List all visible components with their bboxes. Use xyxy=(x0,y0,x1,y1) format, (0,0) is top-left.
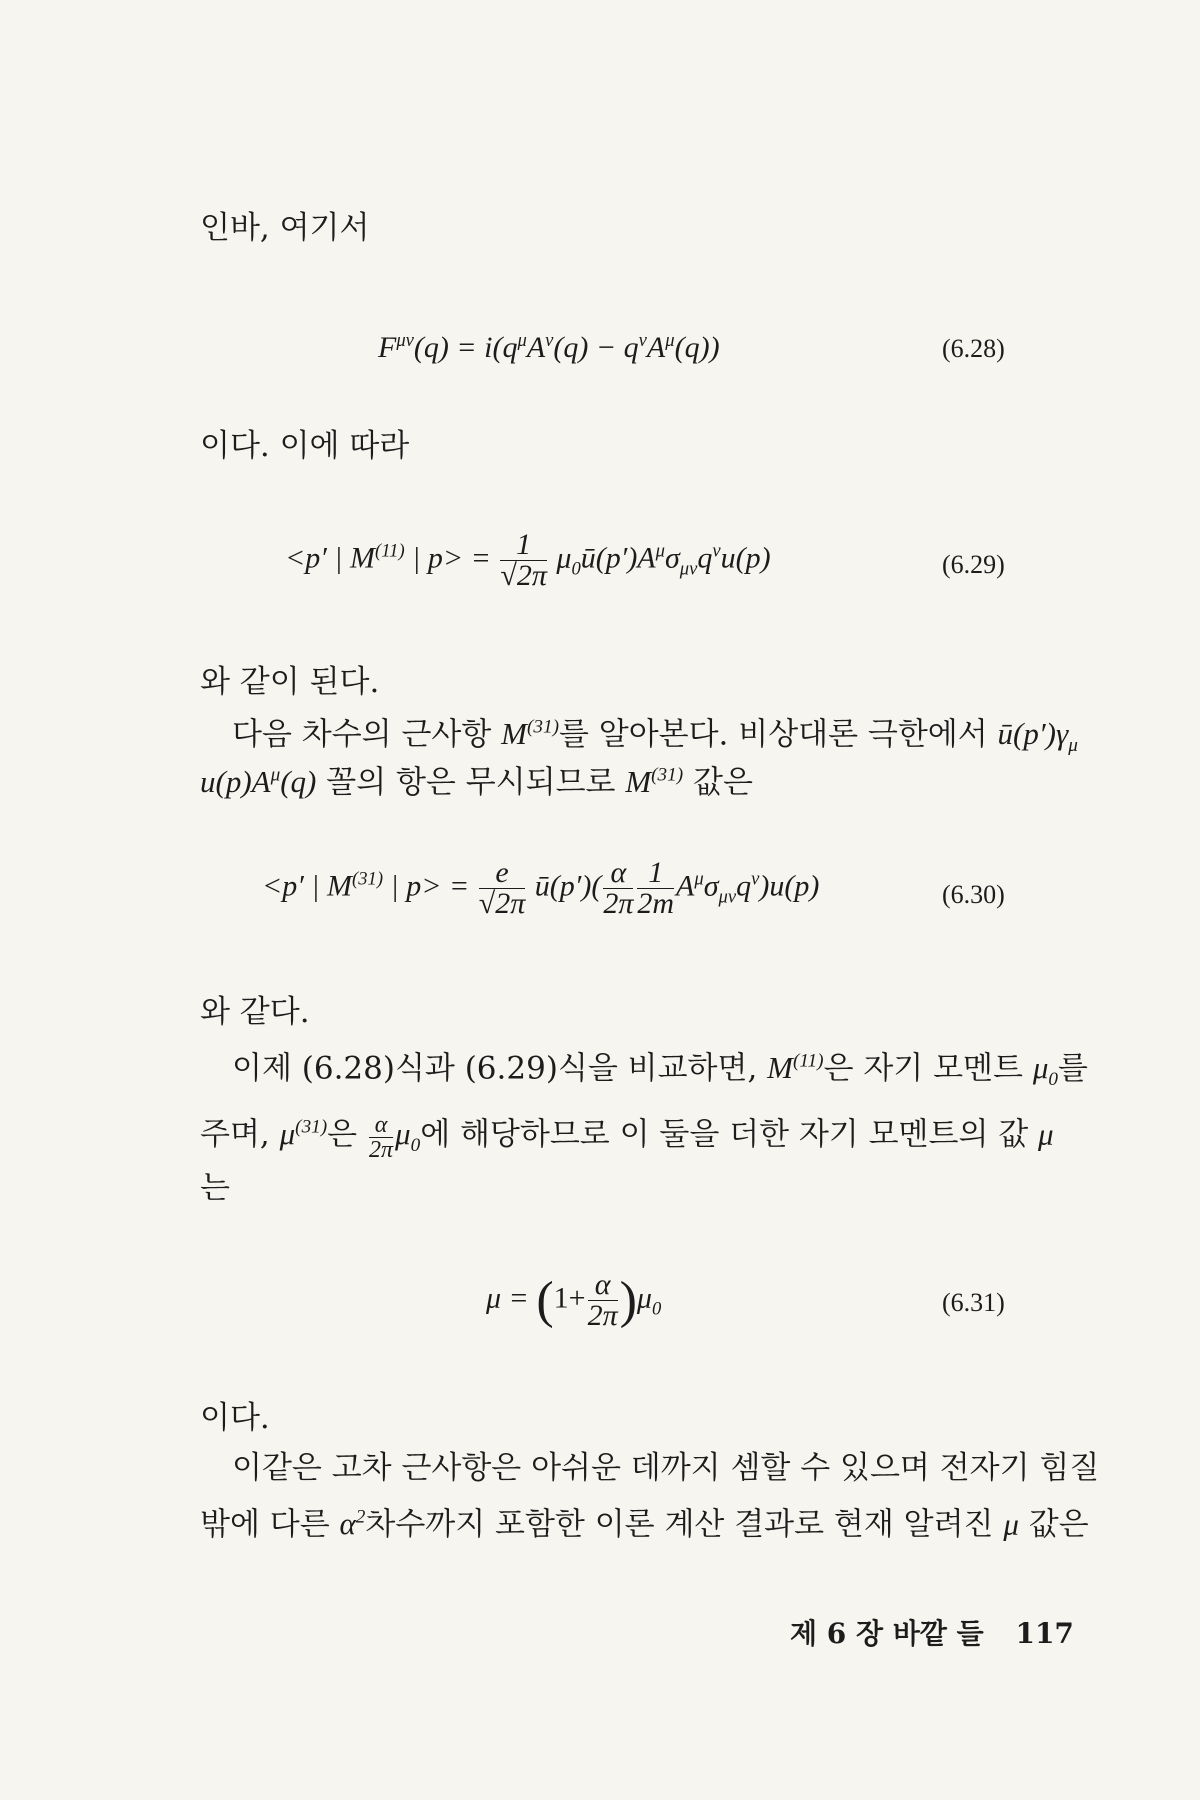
chapter-title: 제 6 장 바깥 들 xyxy=(790,1617,984,1650)
equation-body: <p′ | $M^{(11)}$ | p> = $\frac{1}{√2\pi}$ $\mu_0ū(p')A^\mu\sigma_{\mu\nu}q^\nu u(p)$ xyxy=(285,528,771,592)
text-line: $u(p)A^\mu(q)$ 꼴의 항은 무시되므로 $M^{(31)}$ 값은 xyxy=(200,764,753,801)
equation-number: (6.30) xyxy=(942,880,1005,909)
text-line: 다음 차수의 근사항 $M^{(31)}$를 알아본다. 비상대론 극한에서 $ū(p')\gamma_\mu$ xyxy=(232,716,1078,757)
equation-number: (6.28) xyxy=(942,334,1005,363)
text-line: 와 같이 된다. xyxy=(200,664,380,700)
text-segment: 에 해당하므로 이 둘을 더한 자기 모멘트의 값 xyxy=(420,1116,1039,1153)
equation-number: (6.31) xyxy=(942,1288,1005,1317)
text-line: 밖에 다른 $\alpha^2$차수까지 포함한 이론 계산 결과로 현재 알려진 μ 값은 xyxy=(200,1506,1089,1543)
text-segment: 를 알아본다. 비상대론 극한에서 xyxy=(558,716,998,753)
equation-body: $F^{\mu\nu}(q) = i(q^\mu A^\nu(q) - q^\nu A^\mu(q))$ xyxy=(378,330,720,364)
text-line: 인바, 여기서 xyxy=(200,210,370,246)
text-segment: 값은 xyxy=(1018,1506,1089,1543)
text-segment: 은 자기 모멘트 xyxy=(823,1050,1033,1087)
text-line: 이다. 이에 따라 xyxy=(200,428,410,464)
text-line: 이다. xyxy=(200,1400,270,1436)
text-segment: 이제 (6.28)식과 (6.29)식을 비교하면, xyxy=(232,1050,768,1087)
text-segment: 값은 xyxy=(683,764,753,801)
text-segment: 은 xyxy=(327,1116,367,1153)
text-segment: 밖에 다른 xyxy=(200,1506,340,1543)
text-line: 와 같다. xyxy=(200,994,310,1030)
text-line: 는 xyxy=(200,1170,230,1206)
text-segment: 를 xyxy=(1057,1050,1088,1087)
text-segment: 꼴의 항은 무시되므로 xyxy=(316,764,626,801)
text-line: 이같은 고차 근사항은 아쉬운 데까지 셈할 수 있으며 전자기 힘질 xyxy=(232,1450,1100,1486)
text-line: 이제 (6.28)식과 (6.29)식을 비교하면, $M^{(11)}$은 자기 모멘트 $\mu_0$를 xyxy=(232,1050,1088,1091)
equation-body: μ = (1+ $\frac{\alpha}{2\pi}$ )$\mu_0$ xyxy=(486,1268,662,1332)
text-segment: 다음 차수의 근사항 xyxy=(232,716,502,753)
text-line: 주며, $\mu^{(31)}$은 $\frac{\alpha}{2\pi}$ $\mu_0$에 해당하므로 이 둘을 더한 자기 모멘트의 값 μ xyxy=(200,1111,1054,1163)
text-segment: 차수까지 포함한 이론 계산 결과로 현재 알려진 xyxy=(365,1506,1004,1543)
text-segment: 주며, xyxy=(200,1116,280,1153)
page-footer xyxy=(790,1612,1074,1652)
equation-number: (6.29) xyxy=(942,550,1005,579)
page-number: 117 xyxy=(1015,1617,1074,1650)
equation-body: <p′ | $M^{(31)}$ | p> = $\frac{e}{√2\pi}$ ū(p′)( $\frac{\alpha}{2\pi}$ $\frac{1}{2m}$ $A^\mu\sigma_{\mu\nu}q^\nu)u(p)$ xyxy=(262,856,820,920)
